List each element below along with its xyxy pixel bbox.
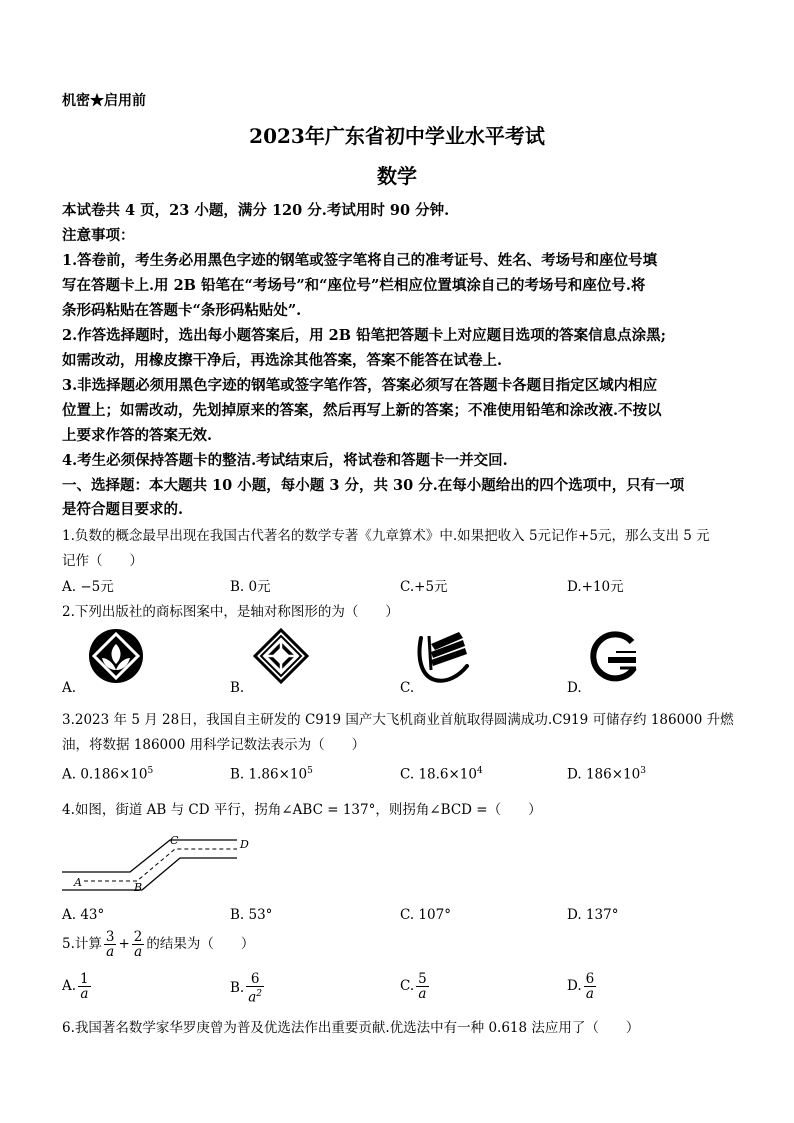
section-heading: 一、选择题：本大题共 10 小题，每小题 3 分，共 30 分.在每小题给出的四个选项中，只有一项 bbox=[62, 477, 685, 494]
notice-line: 3.非选择题必须用黑色字迹的钢笔或签字笔作答，答案必须写在答题卡各题目指定区域内相应 bbox=[62, 377, 658, 394]
q5-option-b: B. $\frac{6}{a^2}$ bbox=[230, 971, 263, 1006]
publisher-logo-a bbox=[88, 628, 144, 684]
point-c-label: C bbox=[170, 834, 179, 847]
publisher-logo-b bbox=[253, 628, 309, 684]
q1-option-b: B. 0元 bbox=[230, 579, 271, 595]
exam-summary: 本试卷共 4 页，23 小题，满分 120 分.考试用时 90 分钟. bbox=[62, 202, 450, 219]
q3-option-b: B. $1.86\times 10^5$ bbox=[230, 766, 313, 783]
notice-line: 写在答题卡上.用 2B 铅笔在“考场号”和“座位号”栏相应位置填涂自己的考场号和座位号.将 bbox=[62, 277, 646, 294]
question-4-text: 4.如图，街道 AB 与 CD 平行，拐角∠ABC = 137°，则拐角∠BCD =（ ） bbox=[62, 802, 542, 818]
q4-option-a: A. 43° bbox=[62, 907, 105, 923]
exam-subject: 数学 bbox=[377, 164, 417, 188]
point-a-label: A bbox=[74, 876, 82, 889]
point-b-label: B bbox=[134, 881, 143, 894]
q1-option-c: C.+5元 bbox=[400, 579, 448, 595]
q5-option-a: A. $\frac{1}{a}$ bbox=[62, 971, 89, 1002]
notice-line: 条形码粘贴在答题卡“条形码粘贴处”. bbox=[62, 302, 302, 319]
street-edge-upper-outer bbox=[62, 858, 237, 890]
q3-option-c: C. $18.6\times 10^4$ bbox=[400, 766, 483, 783]
q5-option-d: D. $\frac{6}{a}$ bbox=[567, 971, 595, 1002]
q2-option-b: B. bbox=[230, 680, 245, 696]
fraction: $\frac{3}{a}$ bbox=[105, 929, 115, 960]
street-centerline bbox=[84, 849, 237, 881]
notice-line: 位置上；如需改动，先划掉原来的答案，然后再写上新的答案；不准使用铅笔和涂改液.不按以 bbox=[62, 402, 662, 419]
q3-option-a: A. $0.186\times 10^5$ bbox=[62, 766, 154, 783]
q4-option-d: D. 137° bbox=[567, 907, 619, 923]
section-heading-cont: 是符合题目要求的. bbox=[62, 501, 184, 518]
q1-option-a: A. −5元 bbox=[62, 579, 114, 595]
exam-title: 2023年广东省初中学业水平考试 bbox=[249, 124, 545, 148]
q2-option-c: C. bbox=[400, 680, 415, 696]
q1-option-d: D.+10元 bbox=[567, 579, 624, 595]
q4-option-c: C. 107° bbox=[400, 907, 451, 923]
q5-option-c: C. $\frac{5}{a}$ bbox=[400, 971, 427, 1002]
fraction: $\frac{2}{a}$ bbox=[133, 929, 143, 960]
point-d-label: D bbox=[240, 838, 249, 851]
question-2-text: 2.下列出版社的商标图案中，是轴对称图形的为（ ） bbox=[62, 604, 399, 620]
notice-heading: 注意事项： bbox=[62, 227, 135, 244]
notice-line: 上要求作答的答案无效. bbox=[62, 427, 213, 444]
q2-option-a: A. bbox=[62, 680, 77, 696]
question-1-text: 1.负数的概念最早出现在我国古代著名的数学专著《九章算术》中.如果把收入 5元记作+5元，那么支出 5 元 bbox=[62, 528, 710, 544]
confidential-label: 机密★启用前 bbox=[62, 93, 146, 109]
question-3-text-cont: 油，将数据 186000 用科学记数法表示为（ ） bbox=[62, 737, 366, 753]
question-6-text: 6.我国著名数学家华罗庚曾为普及优选法作出重要贡献.优选法中有一种 0.618 法应用了（ ） bbox=[62, 1020, 640, 1036]
notice-line: 2.作答选择题时，选出每小题答案后，用 2B 铅笔把答题卡上对应题目选项的答案信息点涂黑; bbox=[62, 327, 666, 344]
q4-option-b: B. 53° bbox=[230, 907, 273, 923]
street-diagram bbox=[62, 828, 282, 898]
notice-line: 1.答卷前，考生务必用黑色字迹的钢笔或签字笔将自己的准考证号、姓名、考场号和座位号填 bbox=[62, 252, 658, 269]
publisher-logo-c bbox=[415, 628, 471, 686]
q2-option-d: D. bbox=[567, 680, 582, 696]
notice-line: 如需改动，用橡皮擦干净后，再选涂其他答案，答案不能答在试卷上. bbox=[62, 352, 503, 369]
question-1-text-cont: 记作（ ） bbox=[62, 553, 143, 569]
publisher-logo-d bbox=[586, 630, 642, 684]
notice-line: 4.考生必须保持答题卡的整洁.考试结束后，将试卷和答题卡一并交回. bbox=[62, 452, 508, 469]
street-edge-lower-outer bbox=[62, 840, 237, 872]
q3-option-d: D. $186\times 10^3$ bbox=[567, 766, 646, 783]
question-3-text: 3.2023 年 5 月 28日，我国自主研发的 C919 国产大飞机商业首航取得圆满成功.C919 可储存约 186000 升燃 bbox=[62, 712, 734, 728]
question-5-text: 5.计算 $\frac{3}{a}$ + $\frac{2}{a}$ 的结果为（ ） bbox=[62, 929, 255, 960]
